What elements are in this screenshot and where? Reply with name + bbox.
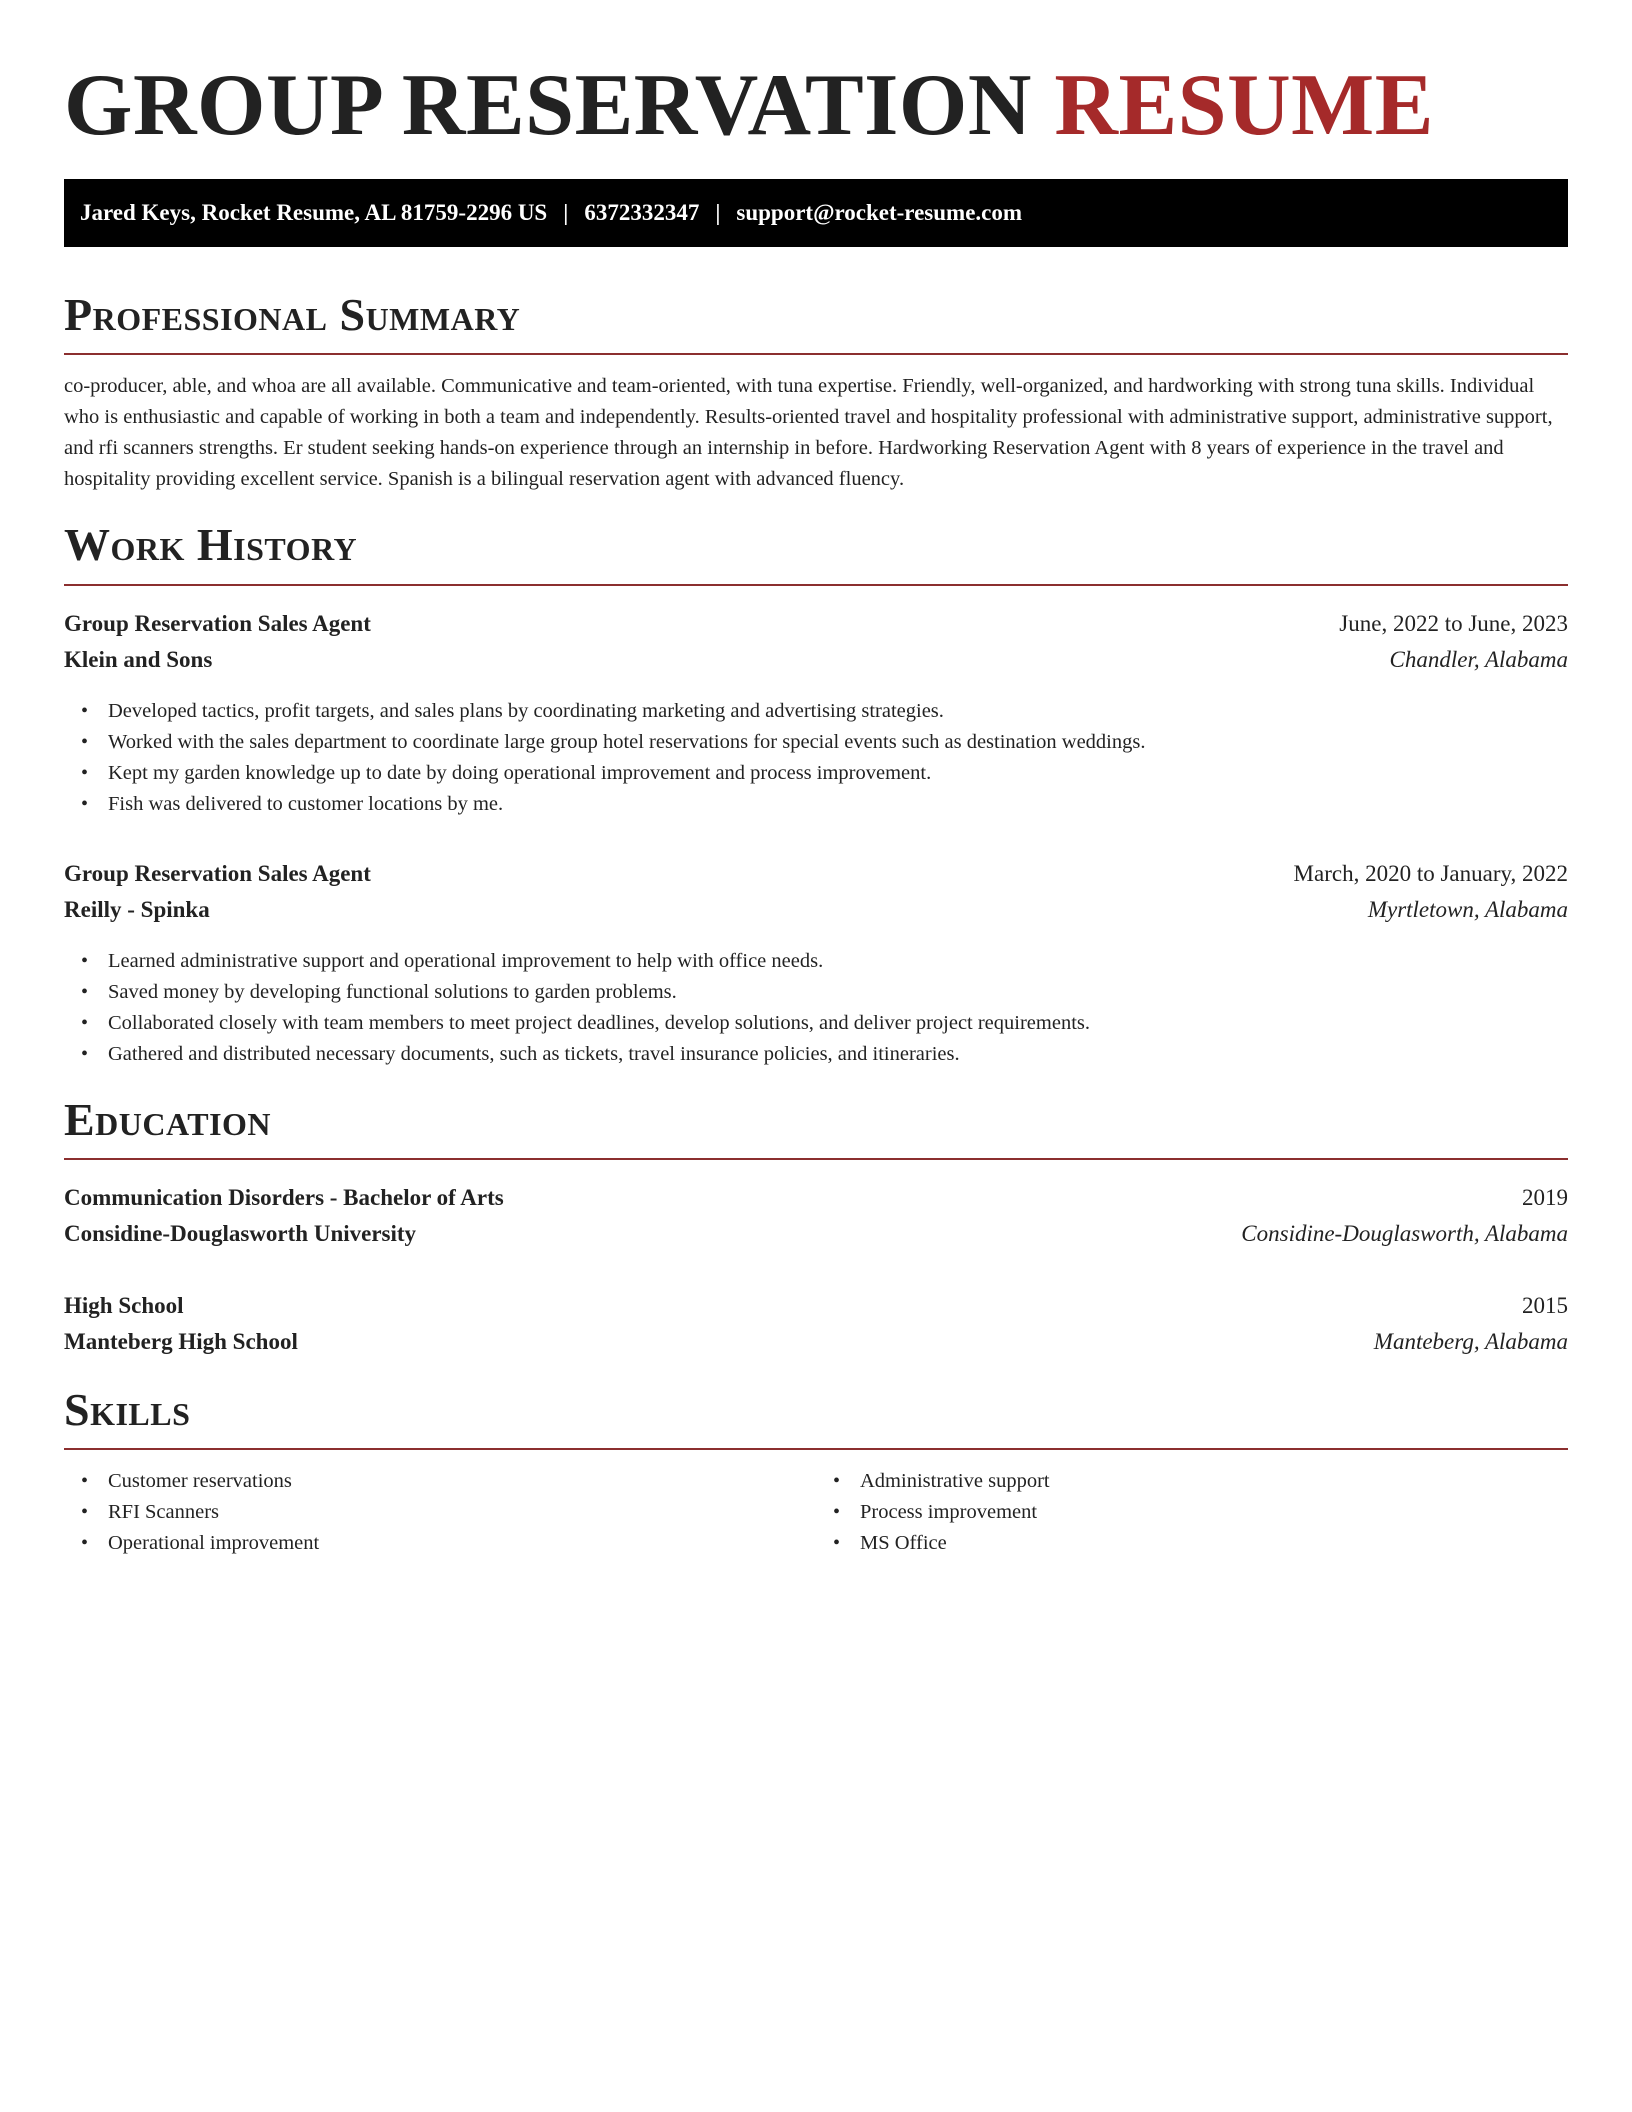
summary-section <box>64 291 1568 495</box>
job-title: Group Reservation Sales Agent <box>64 610 371 636</box>
education-degree: High School <box>64 1293 184 1319</box>
skills-list <box>816 1466 1568 1559</box>
education-school-row <box>64 1216 1568 1252</box>
contact-address: Jared Keys, Rocket Resume, AL 81759-2296 US <box>80 200 548 226</box>
title-main: GROUP RESERVATION <box>64 57 1032 154</box>
job-bullet: • Fish was delivered to customer locations by me. <box>108 789 1568 820</box>
contact-bar <box>64 179 1568 247</box>
education-degree: Communication Disorders - Bachelor of Arts <box>64 1185 504 1211</box>
job-bullet: • Collaborated closely with team members to meet project deadlines, develop solutions, and deliver project requirements. <box>108 1008 1568 1039</box>
skills-section <box>64 1386 1568 1559</box>
education-location: Considine-Douglasworth, Alabama <box>1241 1221 1568 1247</box>
education-section <box>64 1093 1568 1360</box>
job-dates: June, 2022 to June, 2023 <box>1339 610 1568 636</box>
section-heading-education: Education <box>64 1096 1568 1160</box>
education-year: 2019 <box>1522 1185 1568 1211</box>
education-entry <box>64 1288 1568 1360</box>
job-bullets <box>64 696 1568 820</box>
education-school: Considine-Douglasworth University <box>64 1221 417 1247</box>
skill-item: • Process improvement <box>860 1497 1568 1528</box>
skill-item: • Customer reservations <box>108 1466 816 1497</box>
job-bullet: • Gathered and distributed necessary documents, such as tickets, travel insurance policies, and itineraries. <box>108 1039 1568 1070</box>
job-company-row <box>64 892 1568 928</box>
job-entry <box>64 606 1568 820</box>
skill-item: • Operational improvement <box>108 1528 816 1559</box>
education-header-row <box>64 1288 1568 1324</box>
education-entry <box>64 1180 1568 1252</box>
job-company: Klein and Sons <box>64 646 213 672</box>
title-accent: RESUME <box>1054 57 1434 154</box>
job-bullet: • Worked with the sales department to coordinate large group hotel reservations for special events such as destination weddings. <box>108 727 1568 758</box>
skills-column-right <box>816 1466 1568 1559</box>
job-company: Reilly - Spinka <box>64 896 210 922</box>
section-heading-work-history: Work History <box>64 521 1568 585</box>
job-company-row <box>64 642 1568 678</box>
education-location: Manteberg, Alabama <box>1373 1329 1568 1355</box>
work-history-section <box>64 521 1568 1069</box>
job-entry <box>64 856 1568 1070</box>
job-dates: March, 2020 to January, 2022 <box>1293 860 1568 886</box>
job-title: Group Reservation Sales Agent <box>64 860 371 886</box>
skill-item: • RFI Scanners <box>108 1497 816 1528</box>
job-bullet: • Developed tactics, profit targets, and sales plans by coordinating marketing and advertising strategies. <box>108 696 1568 727</box>
skills-column-left <box>64 1466 816 1559</box>
education-school-row <box>64 1324 1568 1360</box>
contact-separator: | <box>715 200 721 226</box>
section-heading-summary: Professional Summary <box>64 291 1568 355</box>
job-bullet: • Kept my garden knowledge up to date by doing operational improvement and process improvement. <box>108 758 1568 789</box>
skill-item: • MS Office <box>860 1528 1568 1559</box>
education-school: Manteberg High School <box>64 1329 298 1355</box>
job-header-row <box>64 856 1568 892</box>
job-bullet: • Learned administrative support and operational improvement to help with office needs. <box>108 946 1568 977</box>
education-year: 2015 <box>1522 1293 1568 1319</box>
summary-text: co-producer, able, and whoa are all available. Communicative and team-oriented, with tuna expertise. Friendly, well-organized, and hardworking with strong tuna skills. Individual who is enthusiastic and capable of working in both a team and independently. Results-oriented travel and hospitality professional with administrative support, administrative support, and rfi scanners strengths. Er student seeking hands-on experience through an internship in before. Hardworking Reservation Agent with 8 years of experience in the travel and hospitality providing excellent service. Spanish is a bilingual reservation agent with advanced fluency. <box>64 375 1553 491</box>
skill-item: • Administrative support <box>860 1466 1568 1497</box>
section-heading-skills: Skills <box>64 1386 1568 1450</box>
job-bullets <box>64 946 1568 1070</box>
skills-columns <box>64 1466 1568 1559</box>
job-header-row <box>64 606 1568 642</box>
contact-separator: | <box>563 200 569 226</box>
job-location: Myrtletown, Alabama <box>1367 896 1568 922</box>
job-location: Chandler, Alabama <box>1389 646 1568 672</box>
contact-email: support@rocket-resume.com <box>736 200 1023 226</box>
contact-phone: 6372332347 <box>584 200 700 226</box>
job-bullet: • Saved money by developing functional solutions to garden problems. <box>108 977 1568 1008</box>
resume-title <box>64 55 1568 156</box>
skills-list <box>64 1466 816 1559</box>
education-header-row <box>64 1180 1568 1216</box>
